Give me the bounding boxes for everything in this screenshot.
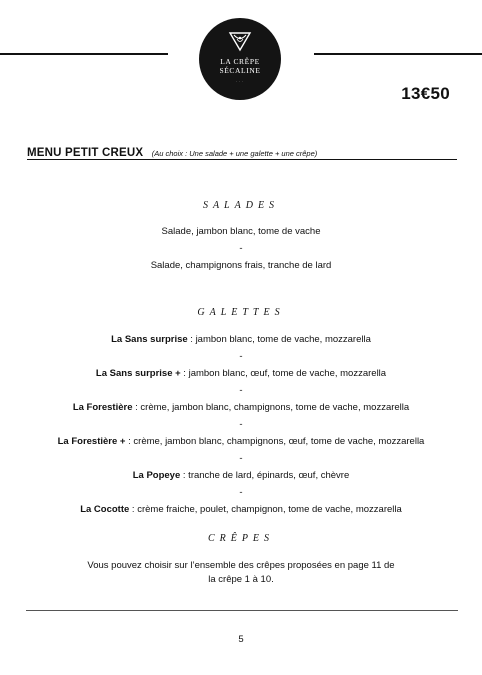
- galette-name: La Sans surprise: [111, 334, 188, 345]
- top-rule-right: [314, 53, 482, 55]
- salades-list: [0, 223, 482, 274]
- galette-name: La Popeye: [132, 470, 181, 481]
- salade-item: Salade, jambon blanc, tome de vache: [161, 226, 321, 237]
- logo-name: LA CRÊPE SÉCALINE: [219, 57, 261, 75]
- galette-item: [0, 399, 482, 416]
- separator: -: [239, 351, 243, 362]
- separator: -: [239, 419, 243, 430]
- section-title-galettes: GALETTES: [197, 307, 285, 318]
- galette-desc: : tranche de lard, épinards, œuf, chèvre: [180, 470, 350, 481]
- galette-name: La Forestière +: [57, 436, 126, 447]
- separator: -: [239, 487, 243, 498]
- separator: -: [239, 243, 243, 254]
- galettes-list: [0, 331, 482, 518]
- galette-name: La Sans surprise +: [95, 368, 181, 379]
- top-rule-left: [0, 53, 168, 55]
- salade-item: Salade, champignons frais, tranche de lard: [150, 260, 332, 271]
- footer-rule: [26, 610, 458, 611]
- galette-desc: : crème, jambon blanc, champignons, œuf, tome de vache, mozzarella: [125, 436, 425, 447]
- galette-item: [0, 331, 482, 348]
- galette-name: La Cocotte: [80, 504, 130, 515]
- galette-desc: : crème fraiche, poulet, champignon, tome de vache, mozzarella: [129, 504, 402, 515]
- galette-item: [0, 467, 482, 484]
- menu-note: (Au choix : Une salade + une galette + une crêpe): [151, 149, 318, 158]
- section-title-crepes: CRÊPES: [207, 533, 275, 544]
- section-title-salades: SALADES: [202, 200, 280, 211]
- galette-item: [0, 365, 482, 382]
- menu-price: 13€50: [401, 84, 450, 103]
- separator: -: [239, 453, 243, 464]
- galette-name: La Forestière: [72, 402, 133, 413]
- separator: -: [239, 385, 243, 396]
- galette-desc: : jambon blanc, tome de vache, mozzarella: [187, 334, 371, 345]
- galette-desc: : jambon blanc, œuf, tome de vache, mozzarella: [180, 368, 387, 379]
- logo-subtext: · · ·: [236, 80, 244, 84]
- page-number: 5: [238, 634, 244, 645]
- galette-desc: : crème, jambon blanc, champignons, tome de vache, mozzarella: [132, 402, 410, 413]
- menu-title: MENU PETIT CREUX: [27, 147, 144, 159]
- galette-item: [0, 433, 482, 450]
- crepes-description: Vous pouvez choisir sur l’ensemble des crêpes proposées en page 11 de la crêpe 1 à 10.: [87, 560, 395, 585]
- restaurant-logo: [199, 18, 281, 100]
- galette-item: [0, 501, 482, 518]
- header-rule: [27, 159, 457, 160]
- crepe-triangle-icon: [228, 30, 252, 52]
